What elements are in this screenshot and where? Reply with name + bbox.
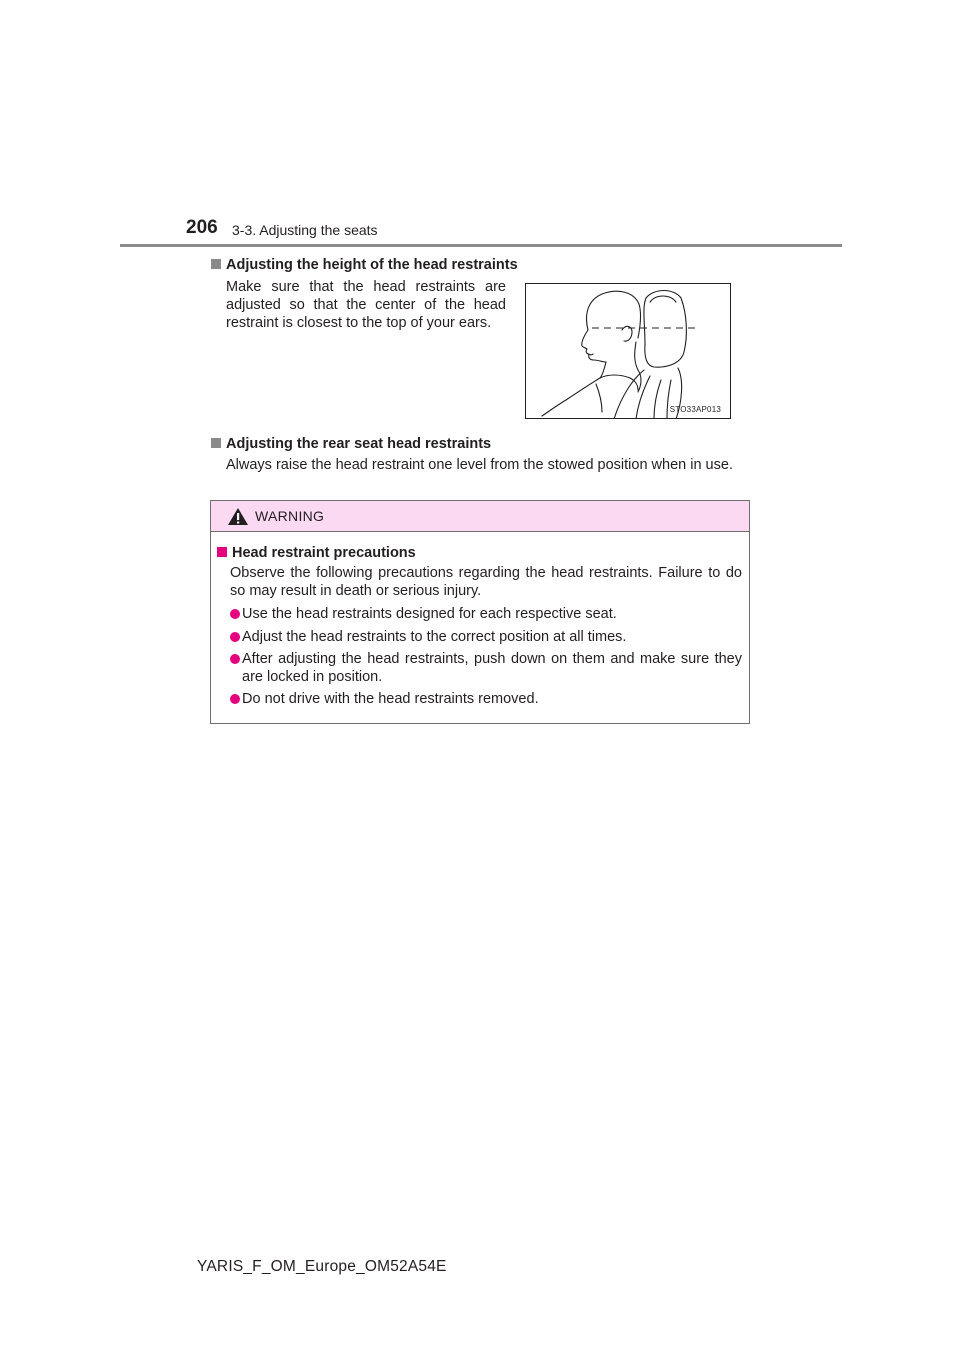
rear-heading-text: Adjusting the rear seat head restraints <box>226 436 492 452</box>
warning-item <box>230 650 742 686</box>
warning-header <box>211 501 749 532</box>
square-bullet-icon <box>211 438 221 448</box>
square-bullet-icon <box>211 259 221 269</box>
bullet-dot-icon <box>230 609 240 619</box>
page-number: 206 <box>186 217 218 238</box>
head-restraint-illustration <box>526 284 731 419</box>
warning-box <box>210 500 750 724</box>
warning-item <box>230 628 742 646</box>
height-heading <box>211 256 518 274</box>
header-rule <box>120 244 842 247</box>
warning-item-text: Do not drive with the head restraints removed. <box>242 691 539 707</box>
head-restraint-figure <box>525 283 731 419</box>
warning-heading-text: Head restraint precautions <box>232 545 416 561</box>
section-title: 3-3. Adjusting the seats <box>232 222 378 238</box>
height-body: Make sure that the head restraints are adjusted so that the center of the head restraint is closest to the top of your ears. <box>226 279 506 331</box>
warning-item <box>230 690 742 708</box>
bullet-dot-icon <box>230 654 240 664</box>
warning-item <box>230 605 742 623</box>
rear-body: Always raise the head restraint one level from the stowed position when in use. <box>226 457 733 473</box>
figure-label: STO33AP013 <box>669 405 721 414</box>
warning-item-text: Use the head restraints designed for each respective seat. <box>242 606 617 622</box>
warning-intro: Observe the following precautions regarding the head restraints. Failure to do so may result in death or serious injury. <box>230 565 742 599</box>
bullet-dot-icon <box>230 694 240 704</box>
warning-triangle-icon <box>227 507 249 526</box>
height-heading-text: Adjusting the height of the head restraints <box>226 257 518 273</box>
bullet-dot-icon <box>230 632 240 642</box>
square-bullet-icon <box>217 547 227 557</box>
rear-heading <box>211 435 491 453</box>
warning-item-text: Adjust the head restraints to the correct position at all times. <box>242 629 627 645</box>
warning-label: WARNING <box>255 508 325 524</box>
warning-heading <box>217 544 416 562</box>
warning-item-text: After adjusting the head restraints, push down on them and make sure they are locked in position. <box>242 651 742 685</box>
footer-doc-id: YARIS_F_OM_Europe_OM52A54E <box>197 1258 447 1275</box>
